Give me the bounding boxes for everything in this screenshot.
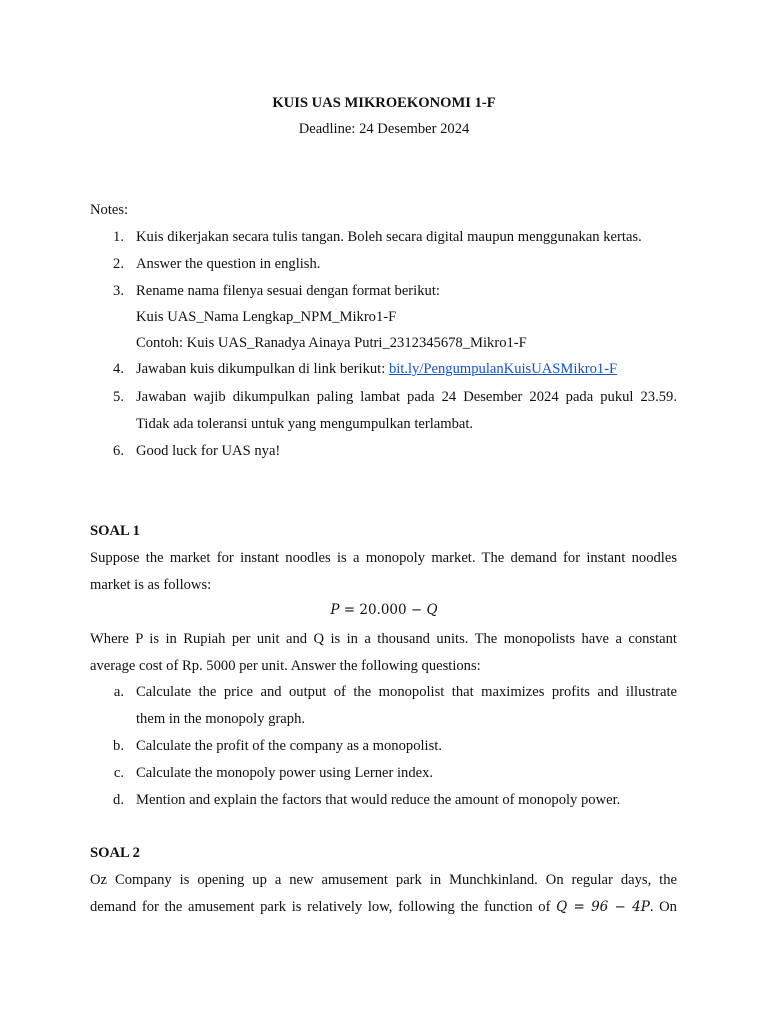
- soal-2-text-continued: [90, 900, 677, 915]
- document-title: KUIS UAS MIKROEKONOMI 1-F: [272, 95, 496, 111]
- note-number: 6.: [113, 443, 124, 459]
- question-text-continued: them in the monopoly graph.: [136, 711, 306, 727]
- question-letter: c.: [113, 765, 124, 781]
- soal-1-intro-continued: market is as follows:: [90, 577, 212, 593]
- question-text: Calculate the price and output of the monopolist that maximizes profits and illustrate: [136, 684, 677, 700]
- submission-link[interactable]: bit.ly/PengumpulanKuisUASMikro1-F: [388, 361, 618, 377]
- soal-2-text-suffix: . On: [649, 899, 677, 915]
- note-number: 4.: [113, 361, 124, 377]
- soal-2-text-prefix: demand for the amusement park is relatively low, following the function of: [90, 899, 557, 915]
- equation-quantity-var: Q: [426, 602, 438, 618]
- question-text: Calculate the profit of the company as a monopolist.: [136, 738, 442, 754]
- question-text: Calculate the monopoly power using Lerner index.: [136, 765, 434, 781]
- note-text: Good luck for UAS nya!: [136, 443, 281, 459]
- note-number: 3.: [113, 283, 124, 299]
- note-text: Jawaban wajib dikumpulkan paling lambat pada 24 Desember 2024 pada pukul 23.59.: [136, 389, 677, 405]
- soal-2-text: Oz Company is opening up a new amusement park in Munchkinland. On regular days, the: [90, 872, 677, 888]
- note-number: 2.: [113, 256, 124, 272]
- soal-1-intro: Suppose the market for instant noodles is a monopoly market. The demand for instant noodles: [90, 550, 677, 566]
- deadline-text: Deadline: 24 Desember 2024: [298, 121, 470, 137]
- section-heading-soal-2: SOAL 2: [90, 845, 140, 861]
- note-text: Rename nama filenya sesuai dengan format berikut:: [136, 283, 440, 299]
- equation-constant: 20.000: [359, 602, 407, 618]
- filename-example: Contoh: Kuis UAS_Ranadya Ainaya Putri_2312345678_Mikro1-F: [136, 335, 527, 351]
- note-text-prefix: Jawaban kuis dikumpulkan di link berikut:: [136, 361, 389, 377]
- minus-sign: −: [410, 602, 427, 618]
- notes-label: Notes:: [90, 202, 129, 218]
- equals-sign: =: [343, 602, 360, 618]
- soal-2-demand-equation: Q = 96 − 4P: [556, 899, 650, 915]
- question-text: Mention and explain the factors that would reduce the amount of monopoly power.: [136, 792, 621, 808]
- note-text: Answer the question in english.: [136, 256, 321, 272]
- soal-1-body-continued: average cost of Rp. 5000 per unit. Answer the following questions:: [90, 658, 481, 674]
- question-letter: d.: [113, 792, 124, 808]
- soal-1-body: Where P is in Rupiah per unit and Q is in a thousand units. The monopolists have a constant: [90, 631, 677, 647]
- note-number: 1.: [113, 229, 124, 245]
- note-text-continued: Tidak ada toleransi untuk yang mengumpulkan terlambat.: [136, 416, 474, 432]
- note-text: Kuis dikerjakan secara tulis tangan. Boleh secara digital maupun menggunakan kertas.: [136, 229, 642, 245]
- question-letter: a.: [113, 684, 124, 700]
- section-heading-soal-1: SOAL 1: [90, 523, 140, 539]
- filename-format: Kuis UAS_Nama Lengkap_NPM_Mikro1-F: [136, 309, 397, 325]
- note-number: 5.: [113, 389, 124, 405]
- note-text: [136, 362, 617, 377]
- equation-price-var: P: [330, 602, 340, 618]
- demand-equation: [0, 604, 768, 618]
- question-letter: b.: [113, 738, 124, 754]
